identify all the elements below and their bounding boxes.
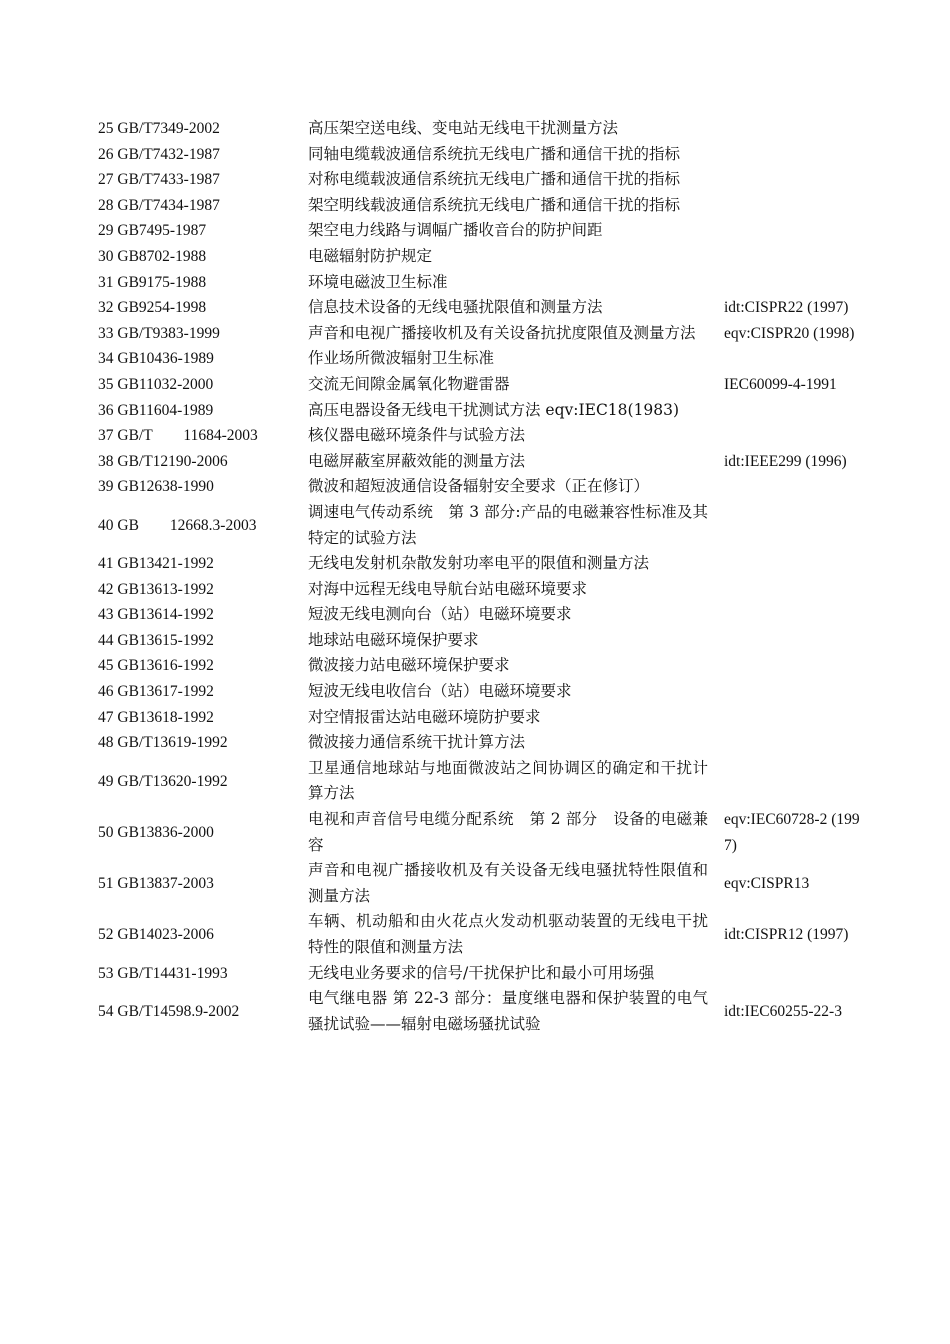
standard-title: 短波无线电测向台（站）电磁环境要求 [308, 605, 572, 624]
table-row [98, 244, 864, 270]
standard-code: 35 GB11032-2000 [98, 375, 214, 393]
standard-reference: eqv:CISPR13 [724, 875, 810, 893]
standard-code: 29 GB7495-1987 [98, 222, 207, 240]
standard-title: 对称电缆载波通信系统抗无线电广播和通信干扰的指标 [308, 170, 681, 189]
standard-code: 51 GB13837-2003 [98, 875, 214, 893]
standard-reference [716, 244, 864, 270]
standard-title: 电视和声音信号电缆分配系统 第 2 部分 设备的电磁兼容 [308, 810, 708, 854]
table-row [98, 449, 864, 475]
table-row [98, 909, 864, 960]
table-row [98, 398, 864, 424]
standard-code: 54 GB/T14598.9-2002 [98, 1002, 240, 1020]
standard-code: 27 GB/T7433-1987 [98, 171, 220, 189]
standard-reference: IEC60099-4-1991 [724, 375, 837, 393]
table-row [98, 679, 864, 705]
standard-reference: eqv:IEC60728-2 (1997) [724, 811, 860, 854]
standard-code: 49 GB/T13620-1992 [98, 772, 228, 790]
table-row [98, 116, 864, 142]
table-row [98, 321, 864, 347]
standard-code: 47 GB13618-1992 [98, 708, 214, 726]
standard-title: 信息技术设备的无线电骚扰限值和测量方法 [308, 298, 603, 317]
standard-title: 核仪器电磁环境条件与试验方法 [308, 426, 526, 445]
standard-reference [716, 961, 864, 987]
standard-code: 40 GB 12668.3-2003 [98, 516, 257, 534]
standard-code: 25 GB/T7349-2002 [98, 120, 220, 137]
table-row [98, 551, 864, 577]
standard-code: 39 GB12638-1990 [98, 478, 214, 496]
table-row [98, 270, 864, 296]
standard-title: 架空电力线路与调幅广播收音台的防护间距 [308, 221, 603, 240]
standards-table [98, 116, 864, 1037]
standard-reference: idt:CISPR22 (1997) [724, 299, 849, 317]
standard-reference [716, 116, 864, 142]
standard-title: 高压架空送电线、变电站无线电干扰测量方法 [308, 119, 619, 137]
standard-code: 26 GB/T7432-1987 [98, 145, 220, 163]
table-row [98, 218, 864, 244]
standard-reference [716, 474, 864, 500]
standard-title: 微波和超短波通信设备辐射安全要求（正在修订） [308, 477, 650, 496]
table-row [98, 986, 864, 1037]
standard-code: 44 GB13615-1992 [98, 631, 214, 649]
standard-title: 电气继电器 第 22-3 部分：量度继电器和保护装置的电气骚扰试验——辐射电磁场骚扰试验 [308, 989, 708, 1033]
standard-reference: idt:IEC60255-22-3 [724, 1002, 842, 1020]
standard-title: 无线电发射机杂散发射功率电平的限值和测量方法 [308, 554, 650, 573]
standard-code: 50 GB13836-2000 [98, 823, 214, 841]
standard-title: 对空情报雷达站电磁环境防护要求 [308, 707, 541, 726]
standard-code: 30 GB8702-1988 [98, 247, 207, 265]
standard-title: 地球站电磁环境保护要求 [308, 630, 479, 649]
standard-code: 42 GB13613-1992 [98, 580, 214, 598]
standard-code: 48 GB/T13619-1992 [98, 734, 228, 752]
table-row [98, 628, 864, 654]
table-row [98, 372, 864, 398]
standard-title: 微波接力站电磁环境保护要求 [308, 656, 510, 675]
standard-title: 架空明线载波通信系统抗无线电广播和通信干扰的指标 [308, 195, 681, 214]
standard-reference [716, 653, 864, 679]
standard-title: 卫星通信地球站与地面微波站之间协调区的确定和干扰计算方法 [308, 758, 708, 803]
standard-code: 41 GB13421-1992 [98, 555, 214, 573]
standard-reference [716, 423, 864, 449]
standard-code: 36 GB11604-1989 [98, 401, 214, 419]
standard-title: 调速电气传动系统 第 3 部分:产品的电磁兼容性标准及其特定的试验方法 [308, 502, 708, 547]
table-row [98, 653, 864, 679]
standard-code: 45 GB13616-1992 [98, 657, 214, 675]
table-row [98, 577, 864, 603]
standard-reference [716, 756, 864, 807]
standard-title: 无线电业务要求的信号/干扰保护比和最小可用场强 [308, 963, 655, 982]
table-row [98, 807, 864, 858]
table-row [98, 858, 864, 909]
standard-code: 52 GB14023-2006 [98, 926, 214, 944]
standard-code: 46 GB13617-1992 [98, 683, 214, 701]
standard-code: 37 GB/T 11684-2003 [98, 427, 258, 445]
standards-table-body [98, 116, 864, 1037]
standard-reference [716, 193, 864, 219]
table-row [98, 167, 864, 193]
standard-title: 声音和电视广播接收机及有关设备无线电骚扰特性限值和测量方法 [308, 861, 708, 905]
standard-reference [716, 167, 864, 193]
table-row [98, 705, 864, 731]
standard-code: 38 GB/T12190-2006 [98, 452, 228, 470]
table-row [98, 423, 864, 449]
standard-code: 53 GB/T14431-1993 [98, 964, 228, 982]
standard-code: 28 GB/T7434-1987 [98, 196, 220, 214]
standard-reference [716, 142, 864, 168]
standard-reference: idt:IEEE299 (1996) [724, 452, 847, 470]
standard-reference [716, 551, 864, 577]
standard-title: 电磁屏蔽室屏蔽效能的测量方法 [308, 451, 526, 470]
table-row [98, 295, 864, 321]
standard-reference [716, 705, 864, 731]
table-row [98, 142, 864, 168]
standard-code: 33 GB/T9383-1999 [98, 324, 220, 342]
table-row [98, 961, 864, 987]
table-row [98, 346, 864, 372]
standard-title: 对海中远程无线电导航台站电磁环境要求 [308, 579, 588, 598]
standard-title: 车辆、机动船和由火花点火发动机驱动装置的无线电干扰特性的限值和测量方法 [308, 912, 708, 956]
standard-code: 31 GB9175-1988 [98, 273, 207, 291]
standard-title: 作业场所微波辐射卫生标准 [308, 349, 495, 368]
table-row [98, 756, 864, 807]
standard-reference [716, 628, 864, 654]
standard-title: 短波无线电收信台（站）电磁环境要求 [308, 682, 572, 701]
table-row [98, 602, 864, 628]
standard-reference: eqv:CISPR20 (1998) [724, 324, 855, 342]
standard-title: 交流无间隙金属氧化物避雷器 [308, 374, 510, 393]
standard-reference [716, 500, 864, 551]
standard-reference [716, 398, 864, 424]
standard-title: 电磁辐射防护规定 [308, 246, 433, 265]
table-row [98, 730, 864, 756]
standard-title: 同轴电缆载波通信系统抗无线电广播和通信干扰的指标 [308, 144, 681, 163]
standard-title: 声音和电视广播接收机及有关设备抗扰度限值及测量方法 [308, 323, 696, 342]
standard-reference [716, 346, 864, 372]
standard-title: 高压电器设备无线电干扰测试方法 eqv:IEC18(1983) [308, 400, 680, 419]
standard-code: 32 GB9254-1998 [98, 299, 207, 317]
table-row [98, 474, 864, 500]
standard-reference [716, 218, 864, 244]
table-row [98, 193, 864, 219]
standard-title: 微波接力通信系统干扰计算方法 [308, 733, 526, 752]
standard-reference: idt:CISPR12 (1997) [724, 926, 849, 944]
standard-reference [716, 730, 864, 756]
standard-reference [716, 577, 864, 603]
standard-code: 43 GB13614-1992 [98, 606, 214, 624]
standard-title: 环境电磁波卫生标准 [308, 272, 448, 291]
standard-reference [716, 270, 864, 296]
standard-reference [716, 679, 864, 705]
standard-code: 34 GB10436-1989 [98, 350, 214, 368]
table-row [98, 500, 864, 551]
standard-reference [716, 602, 864, 628]
